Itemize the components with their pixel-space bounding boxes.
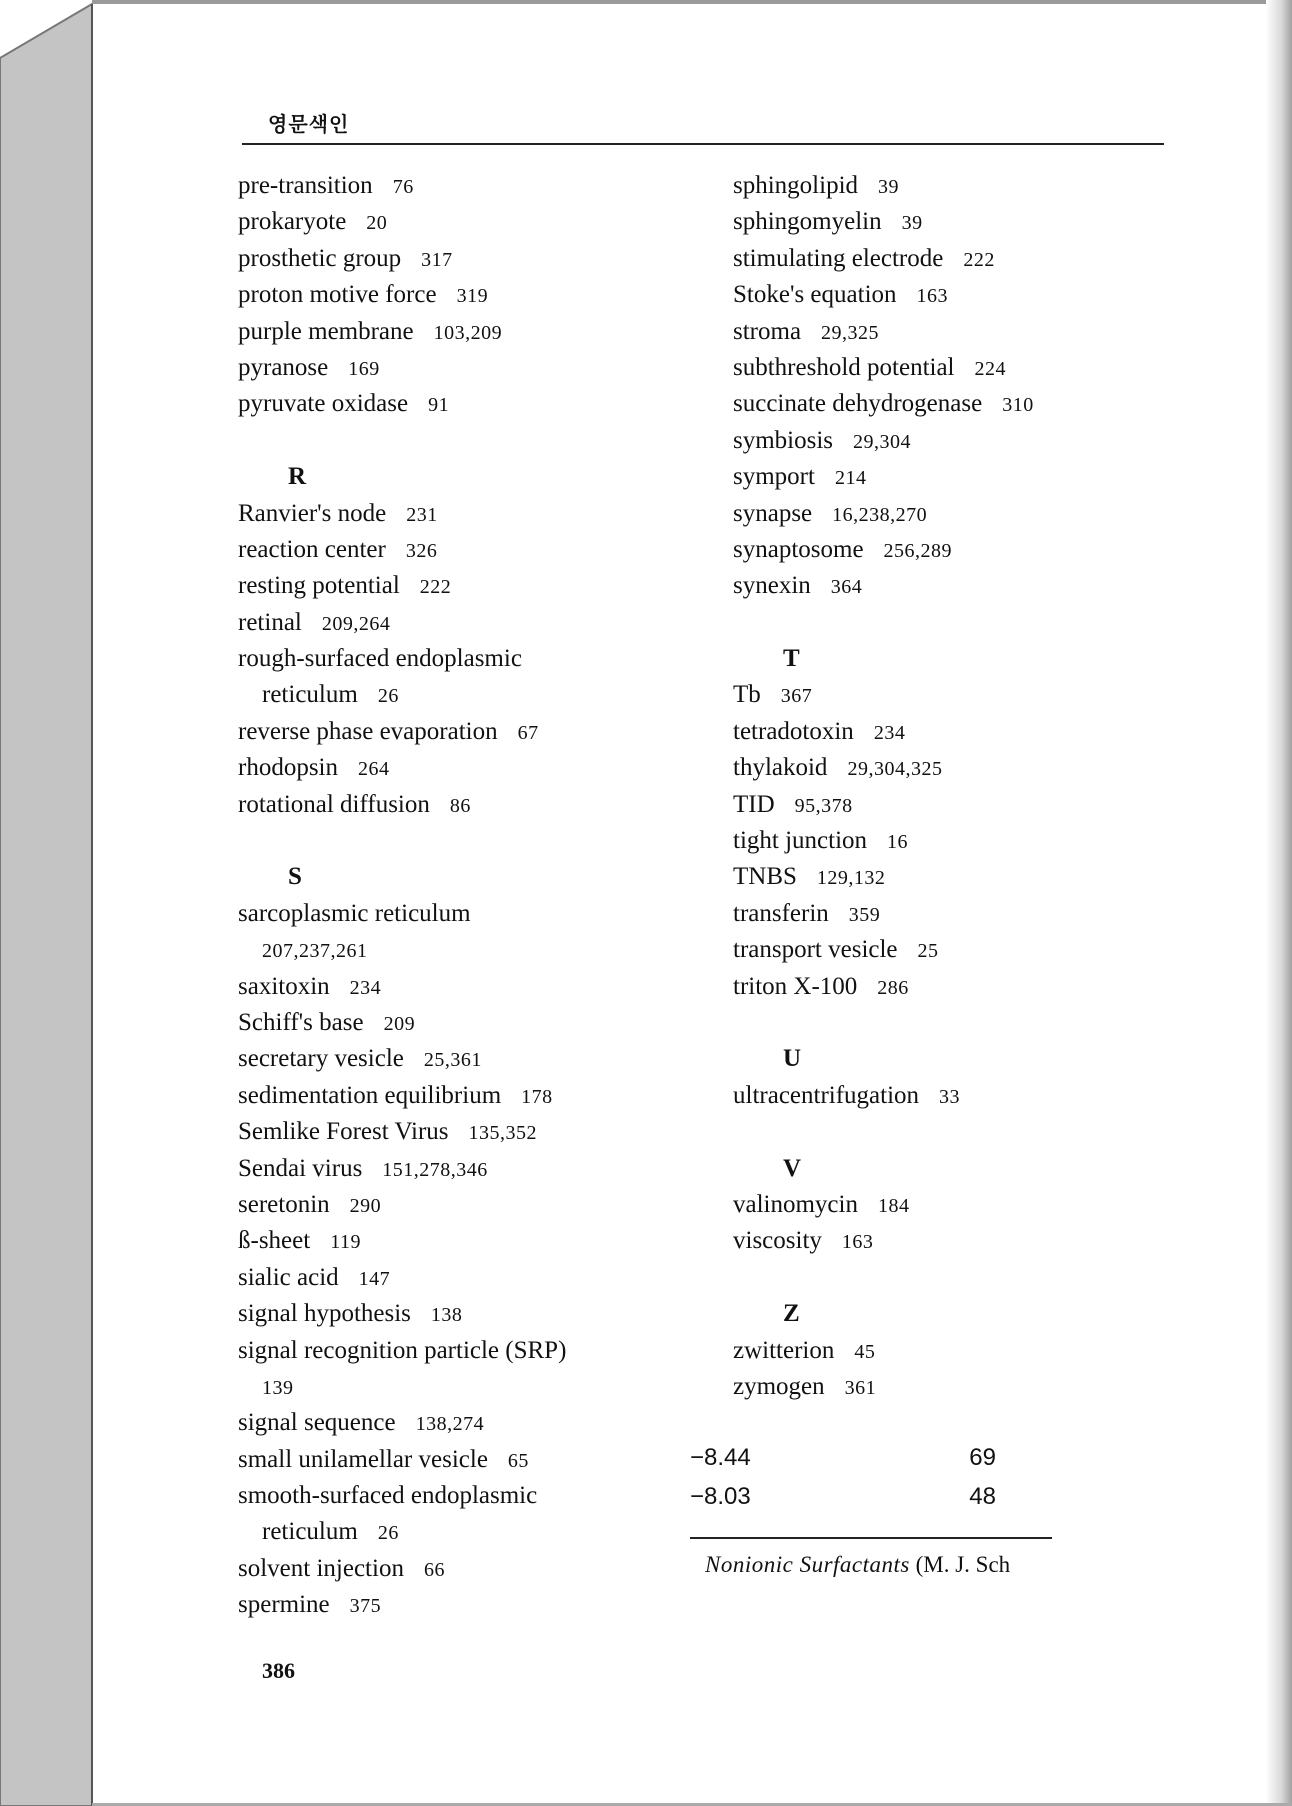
index-entry [733, 1078, 1034, 1114]
entry-pages: 361 [844, 1376, 877, 1399]
entry-pages: 138 [430, 1304, 463, 1327]
entry-term: reticulum [262, 681, 358, 709]
index-entry [238, 241, 566, 277]
index-entry [238, 277, 566, 313]
entry-pages: 33 [939, 1085, 961, 1108]
table-rule [690, 1537, 1052, 1539]
entry-term: pre-transition [238, 172, 373, 199]
entry-pages: 76 [392, 176, 414, 198]
index-entry [238, 386, 566, 422]
entry-pages: 169 [348, 357, 380, 380]
index-entry [238, 1114, 566, 1150]
entry-term: retinal [238, 608, 302, 636]
index-entry [238, 714, 566, 750]
entry-term: proton motive force [238, 281, 437, 309]
entry-term: rotational diffusion [238, 790, 430, 818]
entry-pages: 214 [834, 467, 867, 490]
index-entry [733, 969, 1034, 1005]
index-entry [238, 1551, 566, 1587]
entry-term: thylakoid [733, 754, 828, 782]
index-entry [238, 1587, 566, 1623]
entry-pages: 209,264 [321, 612, 391, 635]
blank-line [733, 1260, 1034, 1296]
entry-term: sphingomyelin [733, 208, 882, 236]
entry-pages: 91 [428, 394, 450, 417]
caption-rest: (M. J. Sch [909, 1552, 1011, 1577]
entry-pages: 29,325 [821, 321, 880, 344]
entry-pages: 129,132 [816, 867, 886, 890]
entry-term: TID [733, 790, 775, 818]
entry-pages: 234 [873, 721, 906, 744]
entry-term: prokaryote [238, 208, 347, 236]
index-entry [733, 1369, 1034, 1405]
index-entry [733, 714, 1034, 750]
entry-pages: 317 [421, 248, 453, 271]
entry-term: sedimentation equilibrium [238, 1081, 502, 1109]
entry-term: synexin [733, 572, 811, 600]
entry-pages: 26 [377, 685, 399, 708]
blank-line [238, 423, 566, 459]
index-entry [733, 204, 1034, 240]
entry-pages: 178 [521, 1085, 553, 1108]
entry-pages: 367 [780, 685, 813, 708]
entry-term: transferin [733, 899, 829, 927]
entry-term: prosthetic group [238, 244, 402, 272]
entry-term: seretonin [238, 1190, 330, 1218]
entry-pages: 29,304 [853, 430, 912, 453]
index-entry [733, 932, 1034, 968]
entry-pages: 209 [383, 1012, 416, 1035]
index-entry [733, 1223, 1034, 1259]
entry-pages: 222 [419, 576, 452, 599]
index-entry [238, 1296, 566, 1332]
entry-term: Ranvier's node [238, 499, 387, 527]
entry-pages: 29,304,325 [847, 758, 943, 781]
index-entry [238, 1005, 566, 1041]
entry-pages: 264 [358, 758, 390, 781]
table-cell: 48 [969, 1483, 996, 1510]
entry-pages: 16 [887, 831, 909, 854]
entry-term: rough-surfaced endoplasmic [238, 645, 522, 673]
index-entry [238, 641, 566, 677]
index-entry [238, 605, 566, 641]
entry-term: TNBS [733, 863, 797, 891]
entry-pages: 290 [349, 1194, 382, 1217]
entry-term: synaptosome [733, 535, 864, 563]
index-entry [238, 1369, 566, 1405]
entry-pages: 375 [349, 1595, 382, 1618]
entry-pages: 184 [877, 1194, 910, 1217]
caption-italic: Nonionic Surfactants [705, 1552, 910, 1577]
entry-term: transport vesicle [733, 936, 898, 964]
entry-term: Sendai virus [238, 1154, 363, 1182]
entry-term: rhodopsin [238, 754, 338, 782]
index-entry [733, 459, 1034, 495]
entry-term: Tb [733, 681, 761, 709]
entry-pages: 207,237,261 [262, 940, 368, 963]
entry-term: signal recognition particle (SRP) [238, 1336, 567, 1364]
index-entry [238, 568, 566, 604]
index-entry [733, 859, 1034, 895]
index-entry [238, 1187, 566, 1223]
index-entry [238, 1333, 566, 1369]
entry-term: symport [733, 463, 815, 491]
entry-pages: 256,289 [883, 539, 953, 562]
blank-line [733, 1005, 1034, 1041]
index-entry [733, 314, 1034, 350]
index-entry [238, 350, 566, 386]
table-row [690, 1477, 1052, 1516]
table-row [690, 1438, 1052, 1477]
index-entry [733, 168, 1034, 204]
entry-pages: 231 [406, 503, 438, 526]
index-entry [238, 532, 566, 568]
index-entry [733, 423, 1034, 459]
section-letter: S [288, 863, 302, 891]
entry-pages: 25,361 [423, 1049, 482, 1072]
entry-term: symbiosis [733, 426, 834, 454]
entry-pages: 310 [1002, 394, 1034, 417]
entry-term: stimulating electrode [733, 244, 944, 272]
index-entry [733, 277, 1034, 313]
entry-term: Schiff's base [238, 1008, 364, 1036]
index-entry [238, 314, 566, 350]
index-entry [238, 1223, 566, 1259]
section-letter: U [783, 1045, 802, 1073]
index-entry [238, 1514, 566, 1550]
index-entry [238, 1041, 566, 1077]
index-entry [733, 1187, 1034, 1223]
index-entry [238, 1405, 566, 1441]
entry-pages: 359 [848, 903, 881, 926]
entry-term: tetradotoxin [733, 717, 854, 745]
entry-pages: 39 [901, 212, 923, 235]
table-caption [705, 1552, 1053, 1578]
index-entry [238, 750, 566, 786]
entry-term: reaction center [238, 535, 386, 563]
entry-pages: 86 [449, 794, 471, 817]
entry-pages: 319 [456, 285, 489, 308]
entry-term: spermine [238, 1591, 330, 1619]
section-letter: Z [783, 1300, 800, 1328]
table-cell: 69 [969, 1444, 996, 1471]
entry-term: smooth-surfaced endoplasmic [238, 1482, 538, 1510]
entry-pages: 103,209 [433, 321, 503, 344]
overlay-table-fragment [690, 1416, 1052, 1516]
entry-pages: 16,238,270 [832, 503, 928, 526]
entry-pages: 234 [349, 976, 382, 999]
index-entry [238, 496, 566, 532]
index-column-left [238, 168, 566, 1624]
index-entry [238, 168, 566, 204]
blank-line [733, 605, 1034, 641]
entry-pages: 364 [830, 576, 863, 599]
entry-term: tight junction [733, 827, 868, 855]
entry-pages: 26 [377, 1522, 399, 1545]
index-entry [733, 496, 1034, 532]
entry-pages: 163 [841, 1231, 874, 1254]
entry-pages: 119 [330, 1231, 361, 1254]
blank-line [238, 823, 566, 859]
index-entry [733, 386, 1034, 422]
header-rule [242, 143, 1164, 145]
table-cell: −8.44 [690, 1444, 751, 1471]
table-cell: −8.03 [690, 1483, 751, 1510]
page-number: 386 [262, 1658, 295, 1683]
index-entry [238, 204, 566, 240]
entry-pages: 163 [916, 285, 949, 308]
index-entry [238, 787, 566, 823]
entry-term: purple membrane [238, 317, 414, 345]
index-entry [733, 677, 1034, 713]
index-entry [733, 787, 1034, 823]
section-letter: V [783, 1154, 802, 1182]
book-spine-edge [0, 0, 93, 1806]
index-entry [733, 823, 1034, 859]
index-entry [238, 896, 566, 932]
entry-pages: 147 [358, 1267, 391, 1290]
index-entry [733, 1333, 1034, 1369]
entry-term: small unilamellar vesicle [238, 1445, 488, 1473]
entry-term: reticulum [262, 1518, 358, 1546]
entry-pages: 224 [974, 357, 1006, 380]
entry-term: subthreshold potential [733, 353, 955, 381]
index-entry [238, 1478, 566, 1514]
entry-pages: 286 [877, 976, 909, 999]
entry-term: saxitoxin [238, 972, 330, 1000]
entry-pages: 151,278,346 [382, 1158, 488, 1181]
index-entry [238, 1151, 566, 1187]
entry-pages: 326 [405, 539, 438, 562]
entry-term: ß-sheet [238, 1227, 311, 1255]
entry-pages: 138,274 [415, 1413, 485, 1436]
table-row [690, 1416, 1052, 1438]
entry-pages: 222 [963, 248, 995, 271]
entry-pages: 65 [507, 1449, 529, 1472]
entry-term: synapse [733, 499, 813, 527]
entry-term: pyranose [238, 353, 329, 381]
entry-pages: 39 [878, 176, 900, 198]
index-entry [733, 896, 1034, 932]
index-entry [238, 932, 566, 968]
index-entry [733, 532, 1034, 568]
entry-pages: 25 [917, 940, 939, 963]
entry-pages: 95,378 [794, 794, 853, 817]
index-entry [238, 1442, 566, 1478]
entry-term: signal sequence [238, 1409, 396, 1437]
entry-term: succinate dehydrogenase [733, 390, 983, 418]
entry-term: ultracentrifugation [733, 1081, 920, 1109]
entry-term: valinomycin [733, 1190, 858, 1218]
index-entry [733, 568, 1034, 604]
entry-term: reverse phase evaporation [238, 717, 498, 745]
index-entry [238, 1078, 566, 1114]
running-head: 영문색인 [268, 112, 350, 136]
blank-line [733, 1114, 1034, 1150]
entry-term: zwitterion [733, 1336, 835, 1364]
entry-term: triton X-100 [733, 972, 858, 1000]
entry-term: sarcoplasmic reticulum [238, 899, 471, 927]
section-letter: T [783, 645, 800, 673]
index-entry [733, 750, 1034, 786]
entry-term: Stoke's equation [733, 281, 897, 309]
entry-term: sphingolipid [733, 172, 859, 199]
index-entry [238, 1260, 566, 1296]
section-letter: R [288, 463, 307, 491]
index-entry [238, 677, 566, 713]
entry-pages: 45 [854, 1340, 876, 1363]
entry-term: viscosity [733, 1227, 822, 1255]
entry-pages: 135,352 [468, 1122, 538, 1145]
entry-term: resting potential [238, 572, 400, 600]
entry-pages: 66 [423, 1558, 445, 1581]
entry-term: Semlike Forest Virus [238, 1118, 449, 1146]
entry-term: secretary vesicle [238, 1045, 404, 1073]
entry-term: zymogen [733, 1372, 825, 1400]
entry-pages: 67 [517, 721, 539, 744]
page-top-edge [92, 0, 1292, 4]
entry-term: signal hypothesis [238, 1300, 411, 1328]
entry-term: solvent injection [238, 1554, 404, 1582]
index-column-right [733, 168, 1034, 1405]
entry-term: pyruvate oxidase [238, 390, 409, 418]
index-entry [733, 350, 1034, 386]
entry-pages: 139 [262, 1376, 294, 1399]
index-entry [238, 969, 566, 1005]
entry-term: stroma [733, 317, 802, 345]
index-entry [733, 241, 1034, 277]
entry-term: sialic acid [238, 1263, 339, 1291]
page-right-shadow [1266, 0, 1292, 1806]
entry-pages: 20 [366, 212, 388, 235]
